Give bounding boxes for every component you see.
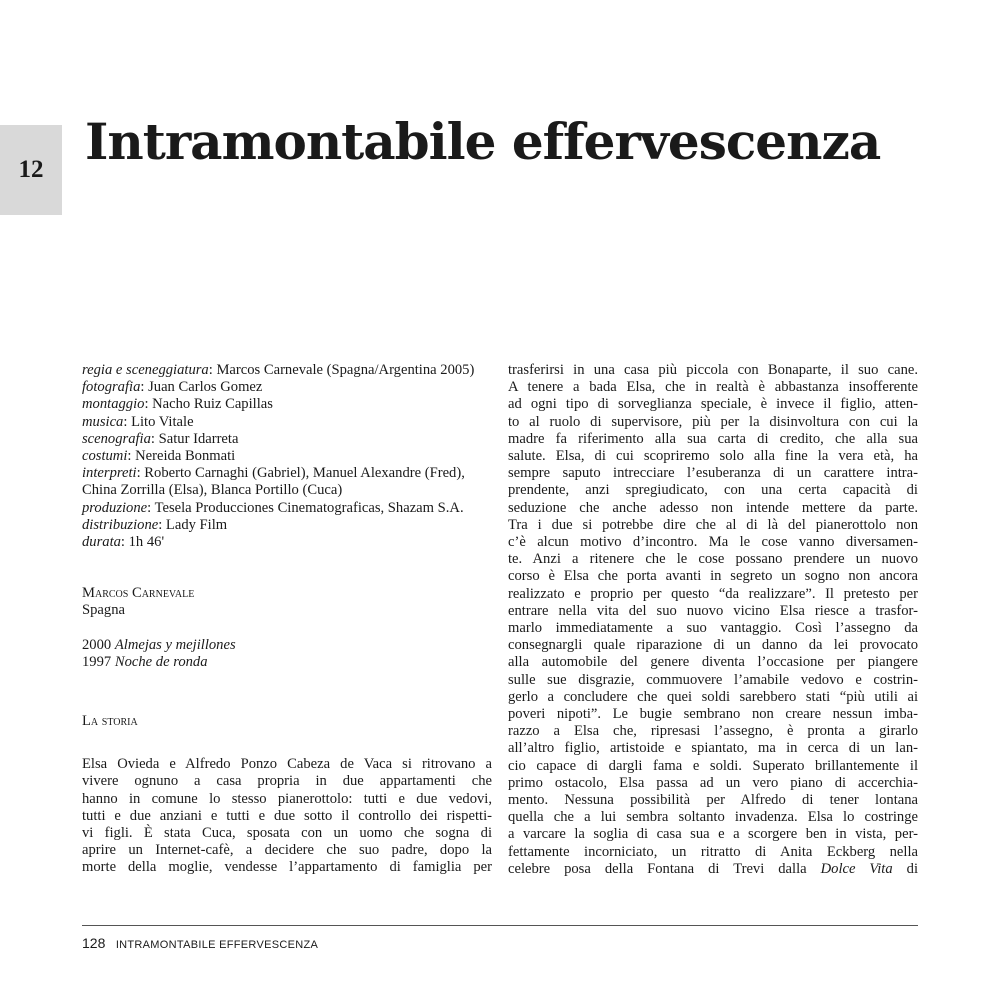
text-line: Tra i due si potrebbe dire che al di là del pianerottolo non <box>508 516 918 533</box>
text-line: morte della moglie, vendesse l’appartamento di famiglia per <box>82 859 492 876</box>
story-heading: La storia <box>82 713 138 730</box>
text-line: sulle sue disgrazie, commuovere l’amabile vedovo e costrin- <box>508 671 918 688</box>
director-name: Marcos Carnevale <box>82 585 195 602</box>
filmography-item: 1997 Noche de ronda <box>82 653 208 670</box>
text-line: consegnargli quale riparazione di un danno da lei provocato <box>508 637 918 654</box>
text-line: alla automobile del genere diventa l’occasione per piangere <box>508 654 918 671</box>
text-line: c’è alcun motivo d’incontro. Ma le cose vanno diversamen- <box>508 534 918 551</box>
text-line: vi figli. È stata Cuca, sposata con un uomo che sogna di <box>82 825 492 842</box>
running-title: INTRAMONTABILE EFFERVESCENZA <box>115 939 319 951</box>
text-line: mento. Nessuna possibilità per Alfredo di tener lontana <box>508 792 918 809</box>
text-line: Elsa Ovieda e Alfredo Ponzo Cabeza de Vaca si ritrovano a <box>82 756 492 773</box>
text-line: marlo immediatamente a suo vantaggio. Così l’assegno da <box>508 620 918 637</box>
credit-line: durata: 1h 46' <box>82 534 165 551</box>
chapter-number: 12 <box>18 156 44 183</box>
credit-line: costumi: Nereida Bonmati <box>82 448 236 465</box>
text-line: quella che a lui sembra soltanto invadenza. Elsa lo costringe <box>508 809 918 826</box>
text-line: all’altro figlio, artistoide e spiantato, ma in cerca di un lan- <box>508 740 918 757</box>
chapter-tab <box>0 125 62 215</box>
text-line: seduzione che anche adesso non intende mettere da parte. <box>508 499 918 516</box>
story-text-right <box>508 362 918 861</box>
director-country: Spagna <box>82 602 125 619</box>
credits-block <box>82 362 492 551</box>
story-text-left <box>82 756 492 876</box>
credit-line: fotografia: Juan Carlos Gomez <box>82 379 263 396</box>
text-line: razzo a Elsa che, ripresasi l’assegno, è pronta a girarlo <box>508 723 918 740</box>
page-footer <box>82 935 318 953</box>
credit-line: regia e sceneggiatura: Marcos Carnevale (Spagna/Argentina 2005) <box>82 362 475 378</box>
text-line: a varcare la soglia di casa sua e a scorgere ben in vista, per- <box>508 826 918 843</box>
text-line: ad ogni tipo di sorveglianza speciale, è invece il figlio, atten- <box>508 396 918 413</box>
text-line: to al ruolo di supervisore, più per la disinvoltura con cui la <box>508 413 918 430</box>
text-line: primo ostacolo, Elsa passa ad un vero piano di accerchia- <box>508 774 918 791</box>
text-line: aprire un Internet-cafè, a decidere che suo padre, dopo la <box>82 842 492 859</box>
text-line: tutti e due anziani e tutti e due sotto il controllo dei rispetti- <box>82 807 492 824</box>
text-line: gerlo a concludere che quei soldi sarebbero stati “più utili ai <box>508 688 918 705</box>
text-line: fettamente incorniciato, un ritratto di Anita Eckberg nella <box>508 843 918 860</box>
chapter-title: Intramontabile effervescenza <box>85 112 881 171</box>
text-line: corso è Elsa che porta avanti in segreto un sogno non ancora <box>508 568 918 585</box>
credit-line: produzione: Tesela Producciones Cinematograficas, Shazam S.A. <box>82 499 464 516</box>
credit-line: scenografia: Satur Idarreta <box>82 430 239 447</box>
text-line: sempre saputo intrecciare l’esuberanza di un carattere intra- <box>508 465 918 482</box>
text-line: poveri nipoti”. Le bugie sembrano non creare nessun imba- <box>508 706 918 723</box>
text-line: trasferirsi in una casa più piccola con Bonaparte, il suo cane. <box>508 362 918 378</box>
text-line: te. Anzi a ritenere che le cose possano prendere un nuovo <box>508 551 918 568</box>
story-last-line: celebre posa della Fontana di Trevi dalla Dolce Vita di <box>508 860 919 877</box>
text-line: hanno in comune lo stesso pianerottolo: tutti e due vedovi, <box>82 790 492 807</box>
text-line: A tenere a bada Elsa, che in realtà è abbastanza insofferente <box>508 379 918 396</box>
text-line: salute. Elsa, di cui scopriremo solo alla fine la vera età, ha <box>508 448 918 465</box>
right-column <box>508 362 918 878</box>
credit-line: distribuzione: Lady Film <box>82 516 228 533</box>
credit-line: musica: Lito Vitale <box>82 413 194 430</box>
credit-line: interpreti: Roberto Carnaghi (Gabriel), Manuel Alexandre (Fred), <box>82 465 465 482</box>
text-line: madre fa riferimento alla sua carta di credito, che alla sua <box>508 430 918 447</box>
filmography-list <box>82 637 492 671</box>
text-line: entrare nella vita del suo nuovo vicino Elsa riesce a trasfor- <box>508 602 918 619</box>
text-line: realizzato e proprio per questo “da realizzare”. Il pretesto per <box>508 585 918 602</box>
footer-rule <box>82 925 918 926</box>
credit-line: montaggio: Nacho Ruiz Capillas <box>82 396 273 413</box>
filmography-item: 2000 Almejas y mejillones <box>82 636 236 653</box>
credit-line: China Zorrilla (Elsa), Blanca Portillo (Cuca) <box>82 482 343 499</box>
left-column <box>82 362 492 877</box>
page-number: 128 <box>82 935 106 951</box>
text-line: cio capace di dargli fama e soldi. Superato brillantemente il <box>508 757 918 774</box>
text-line: prendente, anzi spregiudicato, con una certa capacità di <box>508 482 918 499</box>
text-line: vivere ognuno a casa propria in due appartamenti che <box>82 773 492 790</box>
